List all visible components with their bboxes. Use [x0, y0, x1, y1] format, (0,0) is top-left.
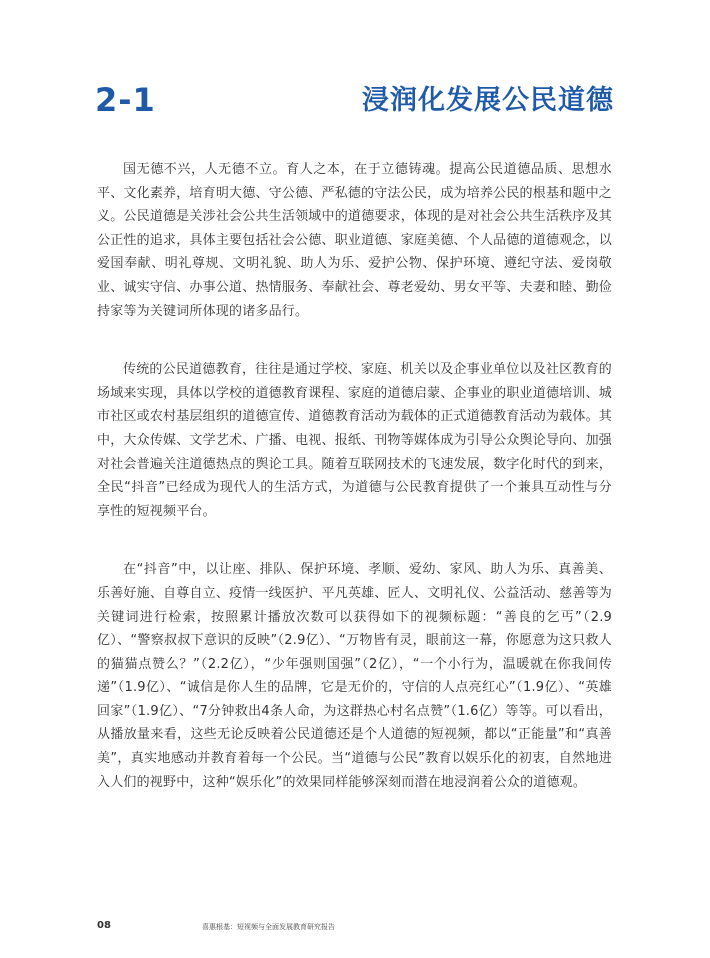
- paragraph-3: 在“抖音”中，以让座、排队、保护环境、孝顺、爱幼、家风、助人为乐、真善美、乐善好施、自尊自立、疫情一线医护、平凡英雄、匠人、文明礼仪、公益活动、慈善等为关键词进行检索，按照累计播放次数可以获得如下的视频标题：“善良的乞丐”（2.9亿）、“警察叔叔下意识的反映”（2.9亿）、“万物皆有灵，眼前这一幕，你愿意为这只救人的猫猫点赞么？”（2.2亿），“少年强则国强”（2亿），“一个小行为，温暖就在你我间传递”（1.9亿）、“诚信是你人生的品牌，它是无价的，守信的人点亮红心”（1.9亿）、“英雄回家”（1.9亿）、“7分钟救出4条人命，为这群热心村名点赞”（1.6亿）等等。可以看出，从播放量来看，这些无论反映着公民道德还是个人道德的短视频，都以“正能量”和“真善美”，真实地感动并教育着每一个公民。当“道德与公民”教育以娱乐化的初衷，自然地进入人们的视野中，这种“娱乐化”的效果同样能够深刻而潜在地浸润着公众的道德观。: [97, 562, 612, 790]
- paragraph-2: 传统的公民道德教育，往往是通过学校、家庭、机关以及企事业单位以及社区教育的场域来实现，具体以学校的道德教育课程、家庭的道德启蒙、企事业的职业道德培训、城市社区或农村基层组织的道德宣传、道德教育活动为载体的正式道德教育活动为载体。其中，大众传媒、文学艺术、广播、电视、报纸、刊物等媒体成为引导公众舆论导向、加强对社会普遍关注道德热点的舆论工具。随着互联网技术的飞速发展，数字化时代的到来，全民“抖音”已经成为现代人的生活方式，为道德与公民教育提供了一个兼具互动性与分享性的短视频平台。: [97, 362, 612, 519]
- section-title: 浸润化发展公民道德: [362, 85, 614, 116]
- page-number: 08: [97, 920, 111, 931]
- article-body: [97, 158, 612, 829]
- publication-title: 喜惠根基：短视频与全面发展教育研究报告: [202, 923, 335, 931]
- page-footer: [97, 920, 612, 936]
- paragraph-1: 国无德不兴，人无德不立。育人之本，在于立德铸魂。提高公民道德品质、思想水平、文化素养，培育明大德、守公德、严私德的守法公民，成为培养公民的根基和题中之义。公民道德是关涉社会公共生活领域中的道德要求，体现的是对社会公共生活秩序及其公正性的追求，具体主要包括社会公德、职业道德、家庭美德、个人品德的道德观念，以爱国奉献、明礼尊规、文明礼貌、助人为乐、爱护公物、保护环境、遵纪守法、爱岗敬业、诚实守信、办事公道、热情服务、奉献社会、尊老爱幼、男女平等、夫妻和睦、勤俭持家等为关键词所体现的诸多品行。: [97, 162, 612, 319]
- section-number: 2-1: [95, 81, 156, 119]
